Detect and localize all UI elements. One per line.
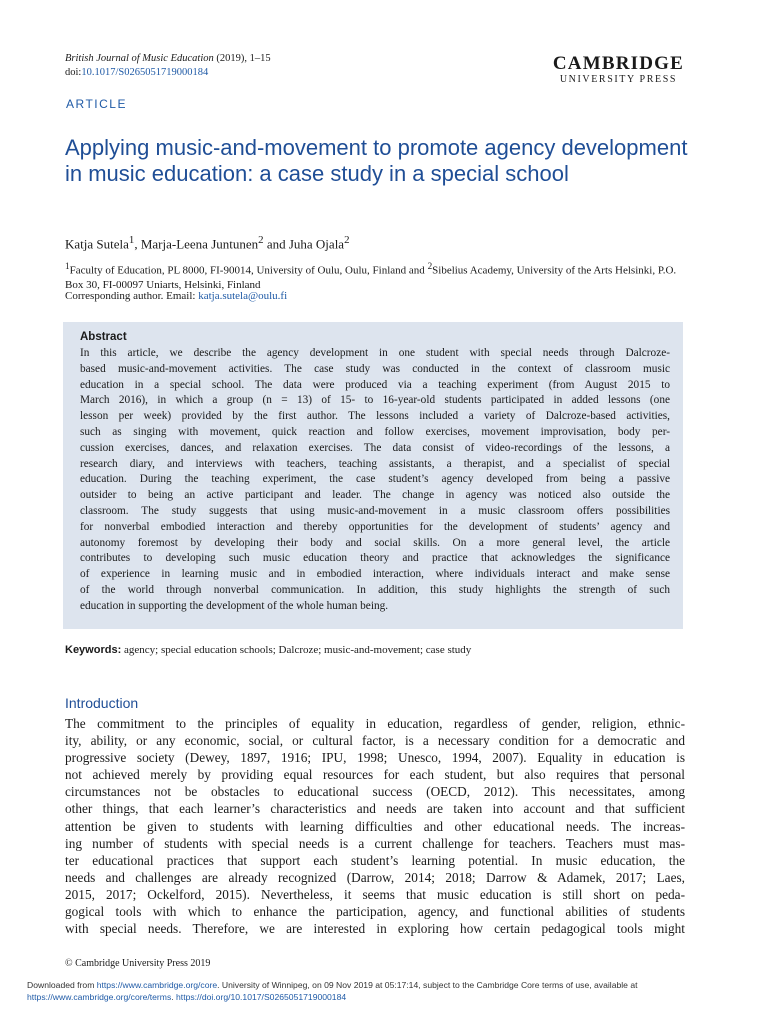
author-separator: , <box>134 236 141 252</box>
intro-line: The commitment to the principles of equality in education, regardless of gender, religion, ethnic- <box>65 716 685 731</box>
intro-line: needs and challenges are already recognized (Darrow, 2014; 2018; Darrow & Adamek, 2017; Laes, <box>65 869 685 885</box>
intro-line: ing number of students with special needs is a current challenge for teachers. Teachers must mas- <box>65 835 685 851</box>
introduction-heading: Introduction <box>65 695 139 711</box>
publisher-logo <box>553 54 684 86</box>
copyright-notice: © Cambridge University Press 2019 <box>65 958 211 969</box>
abstract-line: education in supporting the development of the whole human being. <box>80 599 389 612</box>
abstract-line: classroom. The study suggests that using music-and-movement in a music classroom offers possibilities <box>80 504 670 517</box>
corresponding-label: Corresponding author. Email: <box>65 290 199 302</box>
author-list <box>65 232 350 252</box>
abstract-line: March 2016), in which a group (n = 13) of 15- to 16-year-old students participated in added lessons (one <box>80 394 670 407</box>
abstract-line: education. During the teaching experiment, the case student’s agency developed from being a passive <box>80 473 670 486</box>
journal-year-pages: (2019), 1–15 <box>216 53 271 64</box>
author-3: Juha Ojala <box>288 236 345 252</box>
keywords <box>65 644 471 656</box>
abstract-line: based music-and-movement activities. The case study was conducted in the context of classroom music <box>80 362 670 375</box>
intro-line: other things, that each learner’s characteristics and needs are taken into account and that sufficient <box>65 801 685 817</box>
author-2-affil: 2 <box>258 234 264 246</box>
corresponding-email-link[interactable]: katja.sutela@oulu.fi <box>198 290 288 302</box>
intro-line: attention be given to students with learning difficulties and other educational needs. The increas- <box>65 818 685 834</box>
abstract-line: outsider to being an active participant and leader. The change in agency was noticed also outside the <box>80 489 670 502</box>
abstract-line: In this article, we describe the agency development in one student with special needs through Dalcroze- <box>80 347 670 359</box>
footer-text: . <box>171 992 177 1002</box>
intro-line: progressive society (Dewey, 1897, 1916; IPU, 1998; Unesco, 1994, 2007). Equality in education is <box>65 750 685 766</box>
author-separator: and <box>263 236 289 252</box>
intro-line: circumstances not be obstacles to educational success (OECD, 2012). This necessitates, among <box>65 784 685 800</box>
abstract-text <box>80 346 670 615</box>
abstract-line: such as singing with movement, quick reaction and follow exercises, movement improvisation, body per- <box>80 425 670 438</box>
intro-line: with special needs. Therefore, we are interested in exploring how certain pedagogical tools might <box>65 921 685 937</box>
intro-line: 2015, 2017; Ockelford, 2015). Nevertheless, it seems that music education is still short on peda- <box>65 886 685 902</box>
abstract-line: of the world through nonverbal communication. In addition, this study highlights the strength of such <box>80 583 670 596</box>
doi-link[interactable]: 10.1017/S0265051719000184 <box>81 67 209 78</box>
abstract-line: research diary, and interviews with teachers, teaching assistants, a therapist, and a specialist of special <box>80 457 670 470</box>
author-3-affil: 2 <box>344 234 350 246</box>
publisher-name: CAMBRIDGE <box>552 53 684 74</box>
keywords-text: agency; special education schools; Dalcroze; music-and-movement; case study <box>121 644 472 656</box>
footer-core-link[interactable]: https://www.cambridge.org/core <box>96 980 218 990</box>
publisher-subname: UNIVERSITY PRESS <box>559 74 678 85</box>
abstract-line: for nonverbal embodied interaction and thereby opportunities for the development of students’ agency and <box>80 520 670 533</box>
abstract-line: contributes to developing such music education theory and practice that acknowledges the significance <box>80 552 670 565</box>
affil-1-marker: 1 <box>65 261 70 271</box>
intro-line: ter educational practices that support each student’s learning potential. In music education, the <box>65 852 685 868</box>
doi-prefix: doi: <box>65 67 82 78</box>
footer-doi-link[interactable]: https://doi.org/10.1017/S0265051719000184 <box>176 992 347 1002</box>
abstract-line: autonomy foremost by developing their body and social skills. On a more general level, the article <box>80 536 670 549</box>
abstract-heading: Abstract <box>80 331 127 343</box>
abstract-line: education in a special school. The data were produced via a teaching experiment (from August 2015 to <box>80 378 670 391</box>
corresponding-author <box>65 289 287 303</box>
author-2: Marja-Leena Juntunen <box>140 236 259 252</box>
intro-line: not achieved merely by providing equal resources for each student, but also requires that personal <box>65 767 685 783</box>
journal-name: British Journal of Music Education <box>65 53 214 64</box>
author-1: Katja Sutela <box>65 236 129 252</box>
author-1-affil: 1 <box>128 234 135 246</box>
keywords-label: Keywords: <box>65 644 122 656</box>
download-footer <box>27 979 743 1003</box>
intro-line: gogical tools with which to enhance the participation, agency, and functional abilities of students <box>65 904 685 920</box>
journal-citation <box>65 52 271 80</box>
abstract-line: cussion exercises, dances, and relaxation exercises. The data consist of video-recordings of the lessons, a <box>80 441 670 454</box>
affiliations <box>65 259 695 292</box>
abstract-line: lesson per week) provided by the first author. The lessons included a variety of Dalcroze-based activities, <box>80 410 670 423</box>
footer-text: Downloaded from <box>27 980 97 990</box>
intro-line: ity, ability, or any economic, social, or cultural factor, is a necessary condition for a democratic and <box>65 733 685 749</box>
article-title: Applying music-and-movement to promote agency development in music education: a case study in a special school <box>65 135 688 186</box>
introduction-text <box>65 715 685 937</box>
article-type-label: ARTICLE <box>66 97 127 111</box>
abstract-line: of experience in learning music and in embodied interaction, where individuals interact and make sense <box>80 568 670 581</box>
footer-text: . University of Winnipeg, on 09 Nov 2019 at 05:17:14, subject to the Cambridge Core terms of use, available at <box>217 980 638 990</box>
affil-1-text: Faculty of Education, PL 8000, FI-90014, University of Oulu, Oulu, Finland and <box>69 264 428 277</box>
affil-2-marker: 2 <box>427 261 433 271</box>
footer-terms-link[interactable]: https://www.cambridge.org/core/terms <box>27 992 172 1002</box>
affil-2-text: Sibelius Academy, University of the Arts Helsinki, P.O. Box 30, FI-00097 Uniarts, Helsinki, Finland <box>65 264 677 291</box>
